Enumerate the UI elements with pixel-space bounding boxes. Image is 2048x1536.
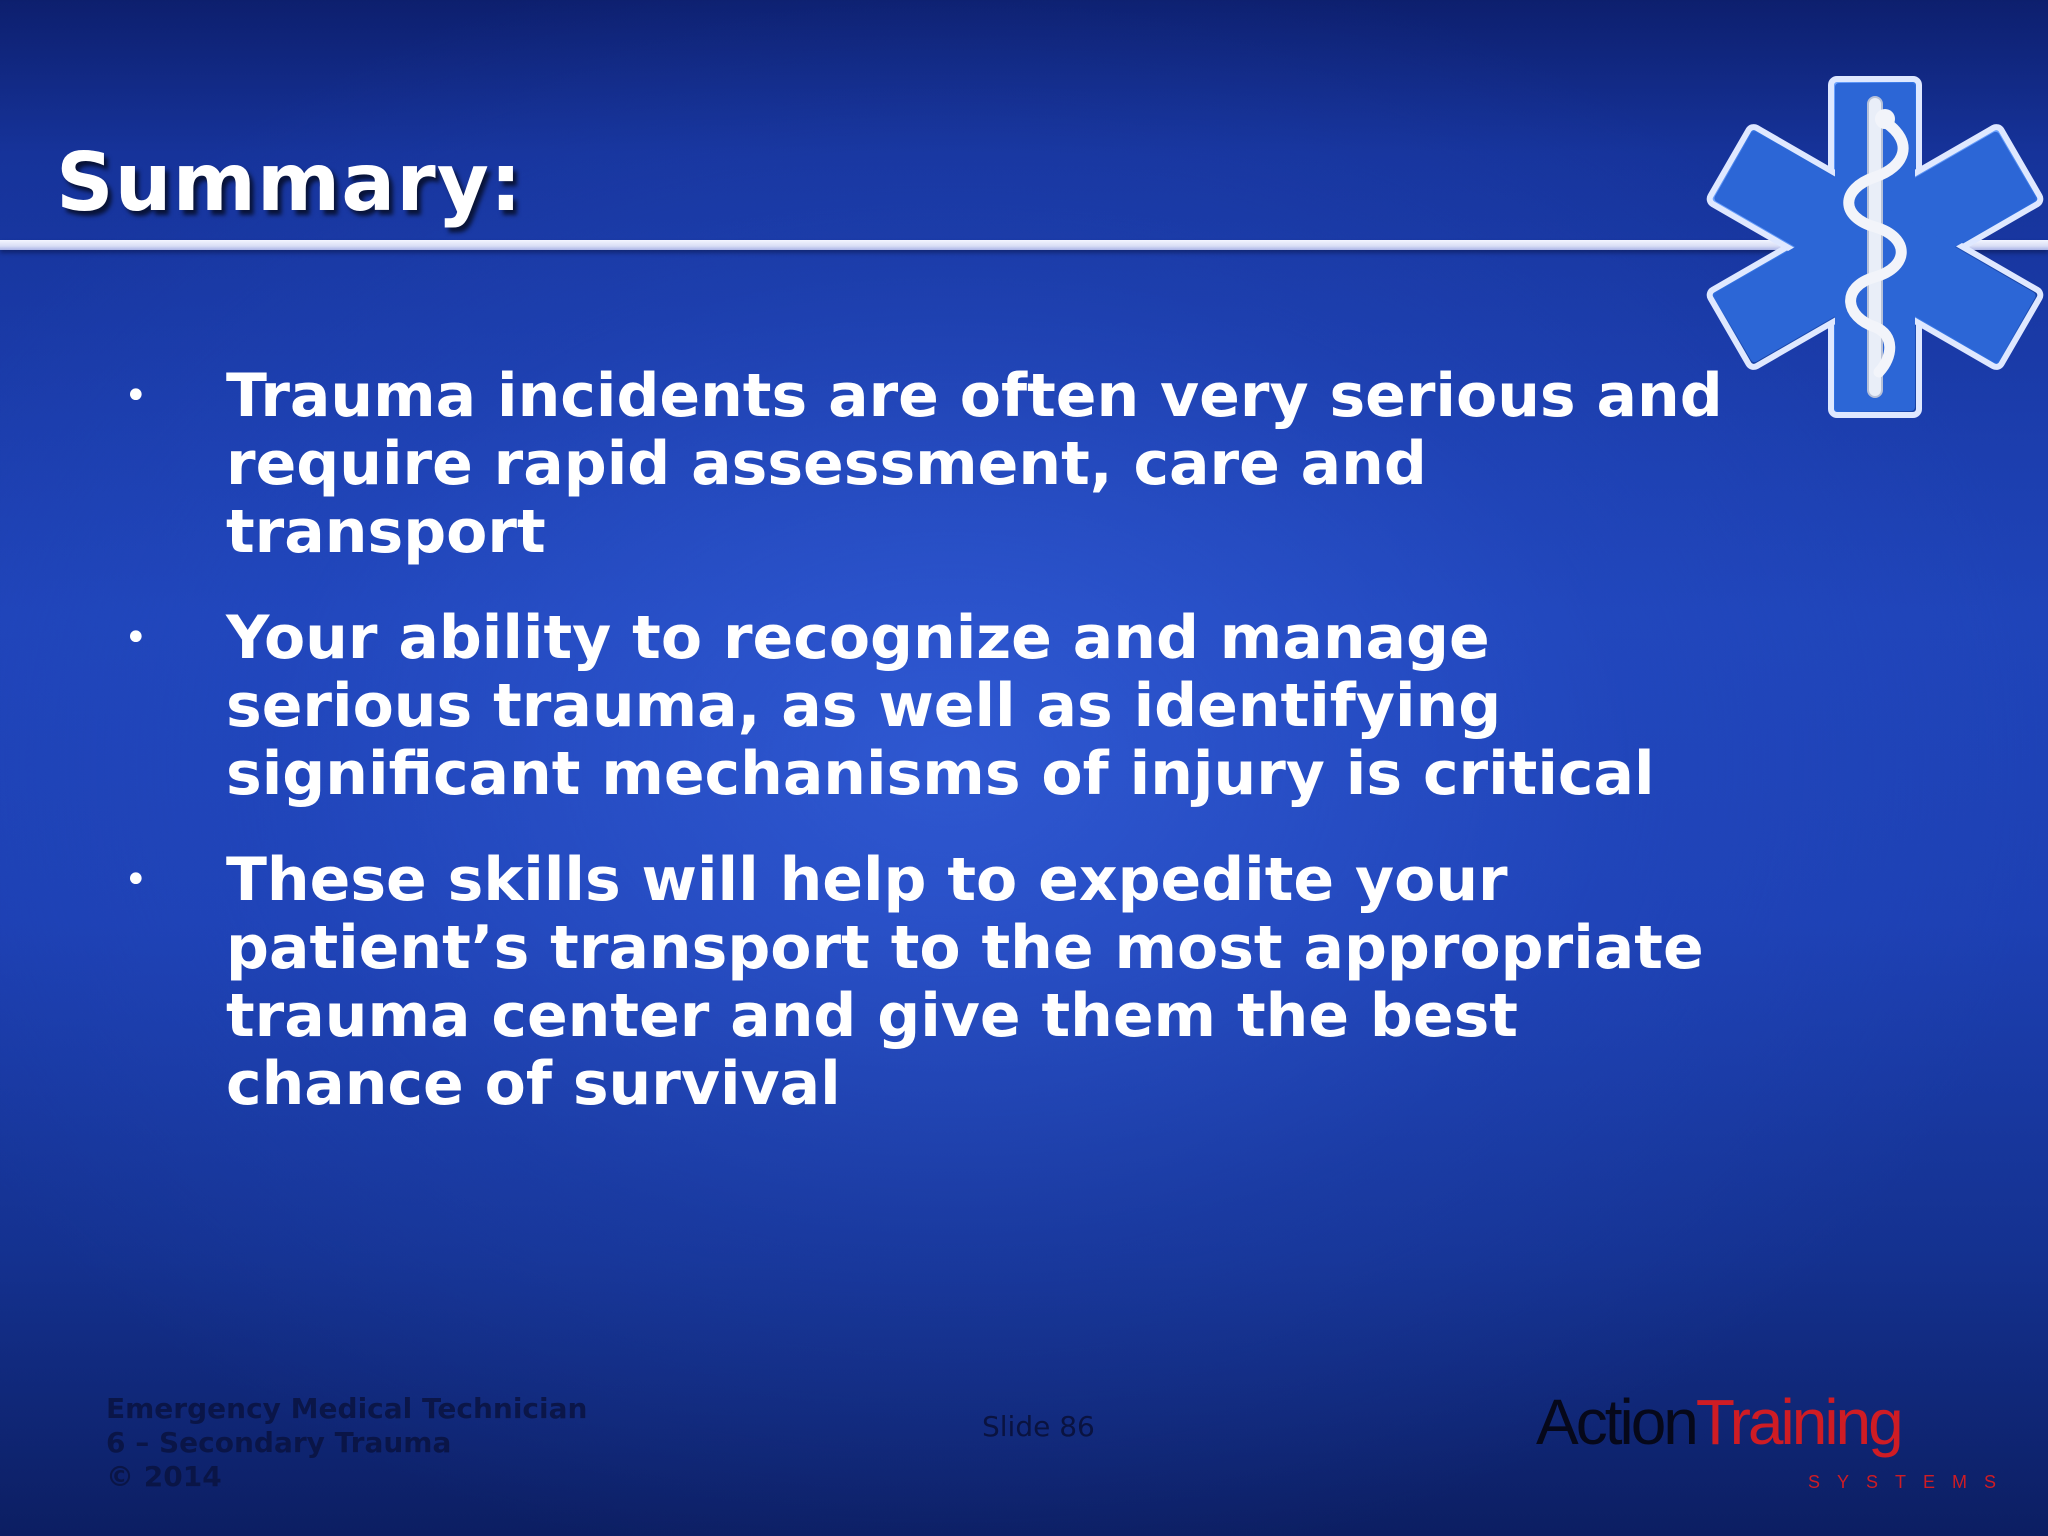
bullet-text: These skills will help to expedite your patient’s transport to the most appropriate trauma center and give them the best chance of survival [226, 845, 1704, 1119]
footer-copyright: © 2014 [106, 1460, 222, 1493]
footer-course-info [106, 1392, 587, 1494]
logo-word-training: Training [1695, 1386, 1901, 1458]
logo-word-action: Action [1536, 1386, 1696, 1458]
bullet-item [120, 362, 1740, 566]
logo-wordmark [1536, 1384, 1901, 1460]
footer-module-line: 6 – Secondary Trauma [106, 1426, 452, 1459]
bullet-text: Your ability to recognize and manage serious trauma, as well as identifying significant mechanisms of injury is critical [226, 603, 1655, 809]
bullet-item [120, 604, 1740, 808]
logo-subtitle: SYSTEMS [1808, 1472, 2014, 1492]
bullet-marker: • [124, 857, 148, 903]
footer-course-line: Emergency Medical Technician [106, 1392, 588, 1425]
action-training-logo [1536, 1384, 2014, 1504]
bullet-list [120, 362, 1740, 1156]
bullet-marker: • [124, 615, 148, 661]
bullet-item [120, 846, 1740, 1118]
slide-title: Summary: [56, 136, 523, 229]
bullet-text: Trauma incidents are often very serious and require rapid assessment, care and transport [226, 361, 1723, 567]
slide-number: Slide 86 [982, 1410, 1095, 1443]
bullet-marker: • [124, 373, 148, 419]
star-of-life-icon [1690, 72, 2048, 422]
